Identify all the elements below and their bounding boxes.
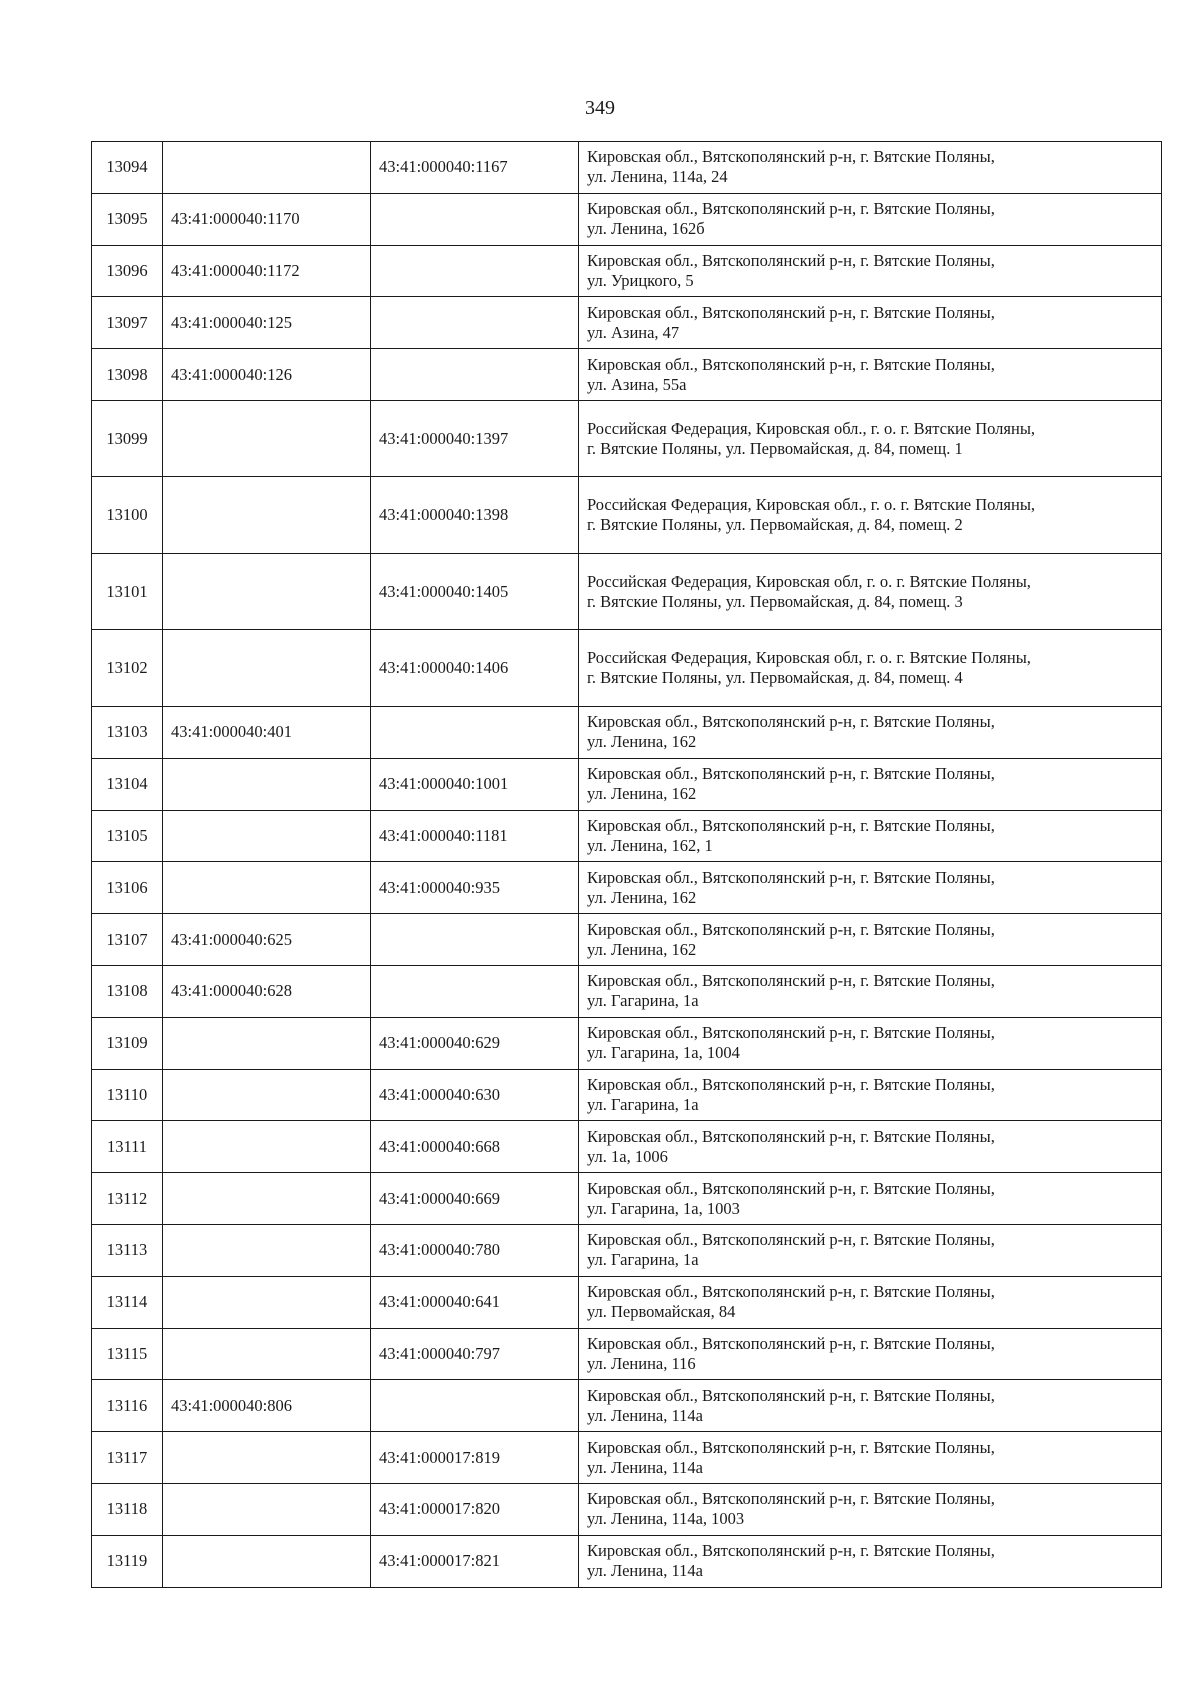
table-row [92, 810, 1162, 862]
table-row [92, 349, 1162, 401]
table-row [92, 1328, 1162, 1380]
object-cadastral-number-cell: 43:41:000017:820 [371, 1483, 579, 1535]
address-line: Кировская обл., Вятскополянский р-н, г. Вятские Поляны, [587, 764, 995, 784]
address-line: ул. Ленина, 162 [587, 784, 697, 804]
object-cadastral-number-cell: 43:41:000040:1167 [371, 142, 579, 194]
address-line: Кировская обл., Вятскополянский р-н, г. Вятские Поляны, [587, 1282, 995, 1302]
address-line: Российская Федерация, Кировская обл., г. о. г. Вятские Поляны, [587, 495, 1036, 515]
row-number-cell: 13101 [92, 553, 163, 630]
object-cadastral-number-cell: 43:41:000017:819 [371, 1432, 579, 1484]
address-cell [579, 965, 1162, 1017]
object-cadastral-number-cell [371, 349, 579, 401]
object-cadastral-number-cell: 43:41:000040:1181 [371, 810, 579, 862]
address-line: Кировская обл., Вятскополянский р-н, г. Вятские Поляны, [587, 919, 995, 939]
address-line: Кировская обл., Вятскополянский р-н, г. Вятские Поляны, [587, 1023, 995, 1043]
cadastral-number-cell [163, 1535, 371, 1587]
address-line: ул. Урицкого, 5 [587, 270, 694, 290]
address-line: Кировская обл., Вятскополянский р-н, г. Вятские Поляны, [587, 815, 995, 835]
table-row [92, 630, 1162, 707]
cadastral-number-cell: 43:41:000040:1172 [163, 245, 371, 297]
address-line: ул. Ленина, 162 [587, 732, 697, 752]
row-number-cell: 13106 [92, 862, 163, 914]
address-line: Кировская обл., Вятскополянский р-н, г. Вятские Поляны, [587, 1437, 995, 1457]
address-cell [579, 349, 1162, 401]
address-line: ул. Ленина, 114а, 1003 [587, 1509, 745, 1529]
address-cell [579, 1432, 1162, 1484]
row-number-cell: 13099 [92, 400, 163, 477]
object-cadastral-number-cell: 43:41:000017:821 [371, 1535, 579, 1587]
page-number: 349 [585, 97, 615, 119]
address-line: Российская Федерация, Кировская обл, г. о. г. Вятские Поляны, [587, 571, 1031, 591]
table-row [92, 965, 1162, 1017]
address-line: Кировская обл., Вятскополянский р-н, г. Вятские Поляны, [587, 1178, 995, 1198]
address-cell [579, 1535, 1162, 1587]
row-number-cell: 13109 [92, 1017, 163, 1069]
row-number-cell: 13095 [92, 193, 163, 245]
row-number-cell: 13115 [92, 1328, 163, 1380]
address-cell [579, 553, 1162, 630]
cadastral-number-cell: 43:41:000040:628 [163, 965, 371, 1017]
registry-table [91, 141, 1162, 1588]
address-line: ул. Гагарина, 1а, 1004 [587, 1043, 740, 1063]
row-number-cell: 13103 [92, 706, 163, 758]
address-line: Кировская обл., Вятскополянский р-н, г. Вятские Поляны, [587, 354, 995, 374]
address-cell [579, 1121, 1162, 1173]
address-line: ул. Ленина, 114а [587, 1561, 703, 1581]
cadastral-number-cell [163, 1017, 371, 1069]
address-line: ул. Ленина, 116 [587, 1353, 696, 1373]
address-line: ул. Гагарина, 1а [587, 1250, 699, 1270]
table-row [92, 706, 1162, 758]
address-cell [579, 1173, 1162, 1225]
row-number-cell: 13097 [92, 297, 163, 349]
row-number-cell: 13117 [92, 1432, 163, 1484]
cadastral-number-cell [163, 1328, 371, 1380]
address-line: г. Вятские Поляны, ул. Первомайская, д. 84, помещ. 1 [587, 438, 963, 458]
address-cell [579, 400, 1162, 477]
object-cadastral-number-cell [371, 297, 579, 349]
object-cadastral-number-cell: 43:41:000040:1398 [371, 477, 579, 554]
object-cadastral-number-cell [371, 245, 579, 297]
address-line: Кировская обл., Вятскополянский р-н, г. Вятские Поляны, [587, 1333, 995, 1353]
cadastral-number-cell [163, 1276, 371, 1328]
row-number-cell: 13119 [92, 1535, 163, 1587]
address-line: ул. Гагарина, 1а, 1003 [587, 1198, 740, 1218]
address-line: ул. Ленина, 114а [587, 1457, 703, 1477]
address-line: Кировская обл., Вятскополянский р-н, г. Вятские Поляны, [587, 1489, 995, 1509]
address-line: ул. Ленина, 162, 1 [587, 835, 713, 855]
address-line: ул. Гагарина, 1а [587, 991, 699, 1011]
object-cadastral-number-cell: 43:41:000040:935 [371, 862, 579, 914]
row-number-cell: 13094 [92, 142, 163, 194]
address-line: ул. 1а, 1006 [587, 1146, 668, 1166]
object-cadastral-number-cell [371, 914, 579, 966]
object-cadastral-number-cell: 43:41:000040:1405 [371, 553, 579, 630]
cadastral-number-cell [163, 142, 371, 194]
address-cell [579, 630, 1162, 707]
object-cadastral-number-cell: 43:41:000040:668 [371, 1121, 579, 1173]
table-row [92, 142, 1162, 194]
object-cadastral-number-cell [371, 965, 579, 1017]
address-line: ул. Ленина, 162б [587, 219, 705, 239]
cadastral-number-cell [163, 1432, 371, 1484]
address-line: Кировская обл., Вятскополянский р-н, г. Вятские Поляны, [587, 302, 995, 322]
object-cadastral-number-cell: 43:41:000040:1406 [371, 630, 579, 707]
address-cell [579, 1380, 1162, 1432]
address-cell [579, 142, 1162, 194]
table-row [92, 553, 1162, 630]
address-line: Кировская обл., Вятскополянский р-н, г. Вятские Поляны, [587, 1074, 995, 1094]
table-row [92, 400, 1162, 477]
table-row [92, 1276, 1162, 1328]
cadastral-number-cell [163, 1121, 371, 1173]
object-cadastral-number-cell: 43:41:000040:641 [371, 1276, 579, 1328]
row-number-cell: 13111 [92, 1121, 163, 1173]
cadastral-number-cell [163, 1483, 371, 1535]
address-cell [579, 1017, 1162, 1069]
address-cell [579, 706, 1162, 758]
cadastral-number-cell: 43:41:000040:806 [163, 1380, 371, 1432]
table-row [92, 245, 1162, 297]
object-cadastral-number-cell: 43:41:000040:1001 [371, 758, 579, 810]
cadastral-number-cell [163, 553, 371, 630]
table-row [92, 1224, 1162, 1276]
registry-body [92, 142, 1162, 1588]
row-number-cell: 13110 [92, 1069, 163, 1121]
table-row [92, 1017, 1162, 1069]
table-row [92, 193, 1162, 245]
address-line: ул. Азина, 55а [587, 374, 687, 394]
address-line: ул. Гагарина, 1а [587, 1094, 699, 1114]
address-cell [579, 810, 1162, 862]
row-number-cell: 13102 [92, 630, 163, 707]
address-line: Кировская обл., Вятскополянский р-н, г. Вятские Поляны, [587, 1230, 995, 1250]
cadastral-number-cell [163, 810, 371, 862]
table-row [92, 914, 1162, 966]
table-row [92, 1069, 1162, 1121]
row-number-cell: 13098 [92, 349, 163, 401]
table-row [92, 1535, 1162, 1587]
table-row [92, 758, 1162, 810]
table-row [92, 1380, 1162, 1432]
address-cell [579, 1224, 1162, 1276]
address-cell [579, 1328, 1162, 1380]
cadastral-number-cell [163, 758, 371, 810]
address-cell [579, 297, 1162, 349]
address-cell [579, 245, 1162, 297]
object-cadastral-number-cell [371, 1380, 579, 1432]
address-cell [579, 477, 1162, 554]
address-line: ул. Ленина, 162 [587, 887, 697, 907]
address-cell [579, 758, 1162, 810]
object-cadastral-number-cell [371, 193, 579, 245]
address-cell [579, 1069, 1162, 1121]
row-number-cell: 13105 [92, 810, 163, 862]
object-cadastral-number-cell: 43:41:000040:780 [371, 1224, 579, 1276]
cadastral-number-cell [163, 1069, 371, 1121]
address-line: ул. Азина, 47 [587, 322, 680, 342]
row-number-cell: 13112 [92, 1173, 163, 1225]
row-number-cell: 13116 [92, 1380, 163, 1432]
address-line: Кировская обл., Вятскополянский р-н, г. Вятские Поляны, [587, 712, 995, 732]
row-number-cell: 13100 [92, 477, 163, 554]
cadastral-number-cell [163, 477, 371, 554]
row-number-cell: 13108 [92, 965, 163, 1017]
address-line: Кировская обл., Вятскополянский р-н, г. Вятские Поляны, [587, 1385, 995, 1405]
address-cell [579, 914, 1162, 966]
cadastral-number-cell: 43:41:000040:125 [163, 297, 371, 349]
cadastral-number-cell: 43:41:000040:126 [163, 349, 371, 401]
address-line: ул. Первомайская, 84 [587, 1302, 736, 1322]
address-line: ул. Ленина, 162 [587, 939, 697, 959]
address-cell [579, 862, 1162, 914]
object-cadastral-number-cell: 43:41:000040:630 [371, 1069, 579, 1121]
address-cell [579, 1276, 1162, 1328]
cadastral-number-cell [163, 400, 371, 477]
row-number-cell: 13113 [92, 1224, 163, 1276]
table-row [92, 1121, 1162, 1173]
address-line: Кировская обл., Вятскополянский р-н, г. Вятские Поляны, [587, 971, 995, 991]
table-row [92, 862, 1162, 914]
cadastral-number-cell: 43:41:000040:1170 [163, 193, 371, 245]
address-line: Кировская обл., Вятскополянский р-н, г. Вятские Поляны, [587, 147, 995, 167]
table-row [92, 477, 1162, 554]
table-row [92, 1432, 1162, 1484]
cadastral-number-cell [163, 1173, 371, 1225]
address-line: г. Вятские Поляны, ул. Первомайская, д. 84, помещ. 2 [587, 515, 963, 535]
address-cell [579, 1483, 1162, 1535]
object-cadastral-number-cell: 43:41:000040:669 [371, 1173, 579, 1225]
object-cadastral-number-cell: 43:41:000040:797 [371, 1328, 579, 1380]
row-number-cell: 13118 [92, 1483, 163, 1535]
cadastral-number-cell: 43:41:000040:625 [163, 914, 371, 966]
cadastral-number-cell: 43:41:000040:401 [163, 706, 371, 758]
object-cadastral-number-cell: 43:41:000040:629 [371, 1017, 579, 1069]
address-line: Кировская обл., Вятскополянский р-н, г. Вятские Поляны, [587, 250, 995, 270]
address-line: Российская Федерация, Кировская обл, г. о. г. Вятские Поляны, [587, 648, 1031, 668]
cadastral-number-cell [163, 862, 371, 914]
row-number-cell: 13104 [92, 758, 163, 810]
row-number-cell: 13114 [92, 1276, 163, 1328]
address-line: г. Вятские Поляны, ул. Первомайская, д. 84, помещ. 4 [587, 668, 963, 688]
table-row [92, 1173, 1162, 1225]
address-line: ул. Ленина, 114а [587, 1405, 703, 1425]
address-cell [579, 193, 1162, 245]
cadastral-number-cell [163, 1224, 371, 1276]
address-line: Кировская обл., Вятскополянский р-н, г. Вятские Поляны, [587, 1126, 995, 1146]
row-number-cell: 13107 [92, 914, 163, 966]
table-row [92, 1483, 1162, 1535]
object-cadastral-number-cell: 43:41:000040:1397 [371, 400, 579, 477]
object-cadastral-number-cell [371, 706, 579, 758]
address-line: Российская Федерация, Кировская обл., г. о. г. Вятские Поляны, [587, 418, 1036, 438]
address-line: Кировская обл., Вятскополянский р-н, г. Вятские Поляны, [587, 867, 995, 887]
address-line: ул. Ленина, 114а, 24 [587, 167, 728, 187]
table-row [92, 297, 1162, 349]
address-line: Кировская обл., Вятскополянский р-н, г. Вятские Поляны, [587, 199, 995, 219]
row-number-cell: 13096 [92, 245, 163, 297]
cadastral-number-cell [163, 630, 371, 707]
address-line: Кировская обл., Вятскополянский р-н, г. Вятские Поляны, [587, 1541, 995, 1561]
address-line: г. Вятские Поляны, ул. Первомайская, д. 84, помещ. 3 [587, 591, 963, 611]
